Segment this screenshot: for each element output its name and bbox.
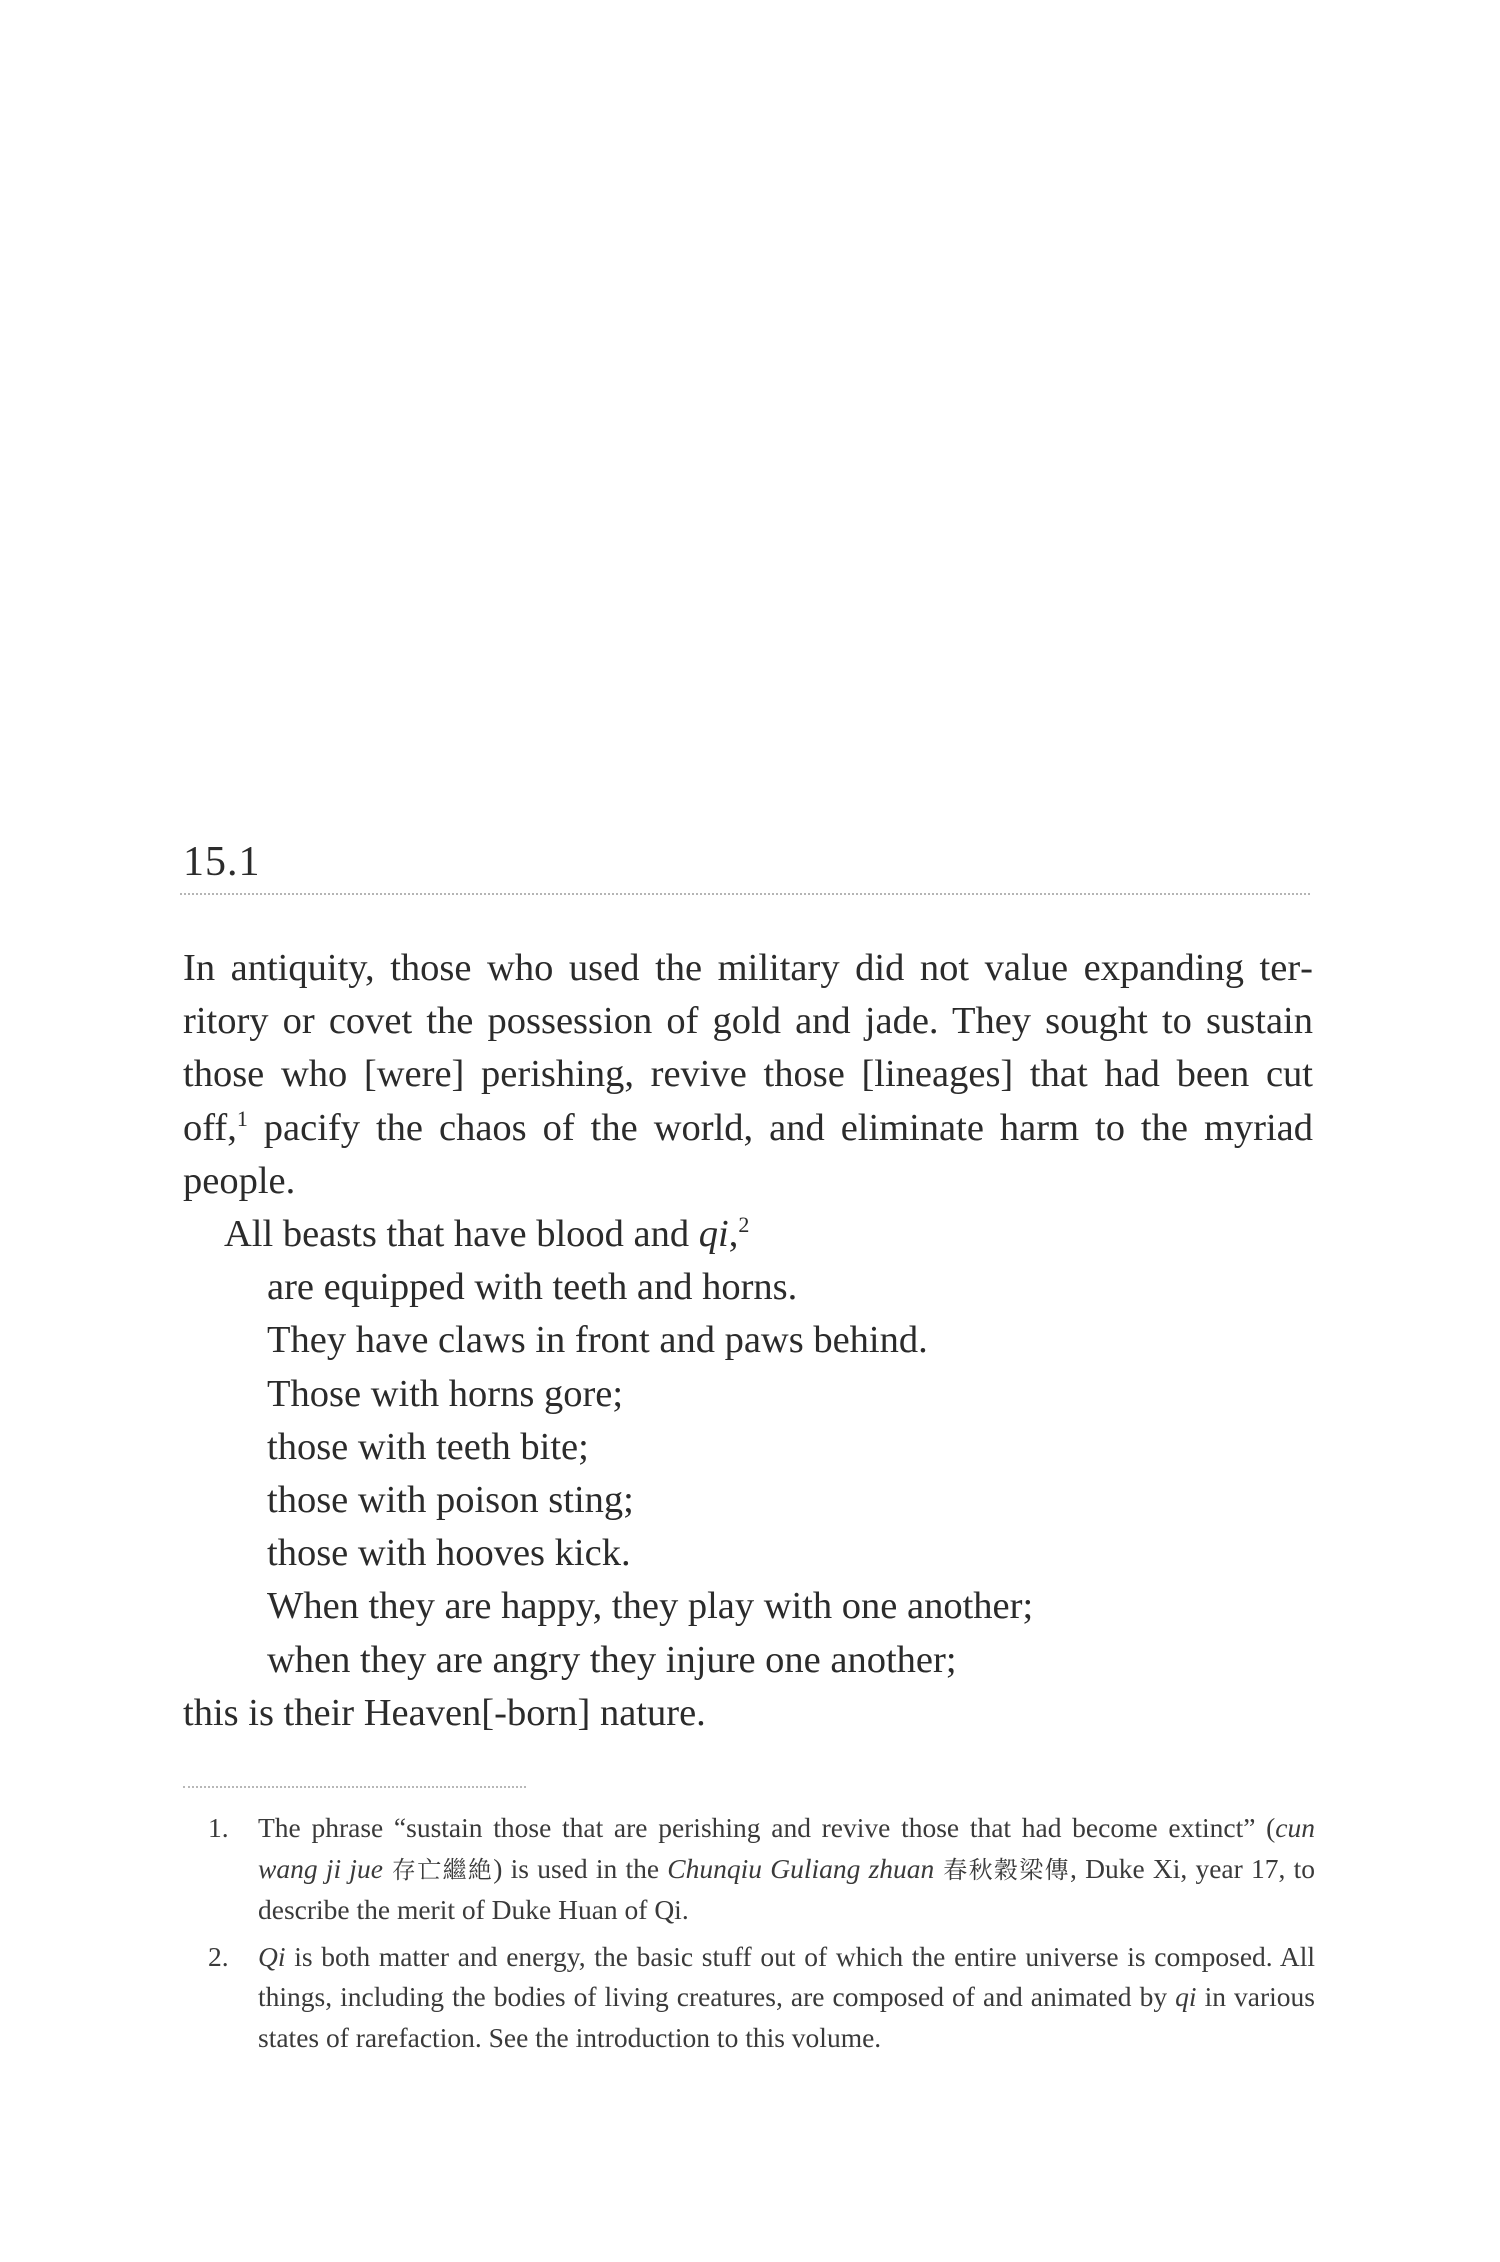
verse-line: those with poison sting; (267, 1479, 634, 1522)
footnote-2 (208, 1937, 1315, 2059)
footnote-term: qi (1175, 1981, 1197, 2012)
verse-line: Those with horns gore; (267, 1372, 624, 1415)
footnote-text: in various states of rarefaction. See the introduction to this volume. (258, 1981, 1315, 2053)
verse-intro-text: All beasts that have blood and (224, 1213, 699, 1256)
footnote-text: is both matter and energy, the basic stuff out of which the entire universe is composed. All things, including the bodies of living creatures, are composed of and animated by (258, 1940, 1315, 2012)
footnote-term: Qi (258, 1940, 286, 1972)
verse-line: are equipped with teeth and horns. (267, 1266, 798, 1309)
footnote-cjk: 存亡繼絶 (382, 1855, 494, 1884)
main-text (183, 942, 1313, 1740)
verse-line: those with teeth bite; (267, 1425, 589, 1468)
verse-closing-line: this is their Heaven[-born] nature. (183, 1691, 706, 1734)
verse-line: when they are angry they injure one another; (267, 1638, 957, 1681)
footnote-ref-2[interactable]: 2 (738, 1212, 750, 1238)
footnote-cjk: 春秋穀梁傳 (934, 1855, 1070, 1884)
paragraph-text: In antiquity, those who used the military did not value expanding territory or covet the possession of gold and jade. They sought to sustain those who [were] perishing, revive those [lineages] that had been cut off, (183, 947, 1313, 1149)
verse-intro-comma: , (728, 1213, 739, 1256)
footnotes (208, 1808, 1315, 2064)
footnote-ref-1[interactable]: 1 (236, 1105, 248, 1131)
qi-term: qi (698, 1213, 729, 1256)
section-divider (180, 893, 1310, 895)
footnote-text: The phrase “sustain those that are perishing and revive those that had become extinct” ( (258, 1812, 1276, 1843)
verse-line: They have claws in front and paws behind. (267, 1319, 928, 1362)
footnote-text: , Duke Xi, year 17, to describe the merit of Duke Huan of Qi. (258, 1852, 1315, 1925)
footnote-number: 2. (208, 1940, 229, 1972)
footnote-title: Chunqiu Guliang zhuan (667, 1852, 935, 1884)
footnote-number: 1. (208, 1812, 229, 1843)
footnote-divider (183, 1786, 526, 1788)
section-number: 15.1 (183, 839, 261, 885)
footnote-1 (208, 1808, 1315, 1931)
paragraph-antiquity (183, 942, 1313, 1208)
verse-intro (183, 1208, 1313, 1261)
footnote-term: cun wang ji jue (258, 1812, 1315, 1884)
verse-line: When they are happy, they play with one another; (267, 1585, 1034, 1628)
verse-line: those with hooves kick. (267, 1532, 631, 1575)
paragraph-text-end: pacify the chaos of the world, and eliminate harm to the myriad people. (183, 1106, 1313, 1202)
footnote-text: ) is used in the (493, 1852, 668, 1884)
